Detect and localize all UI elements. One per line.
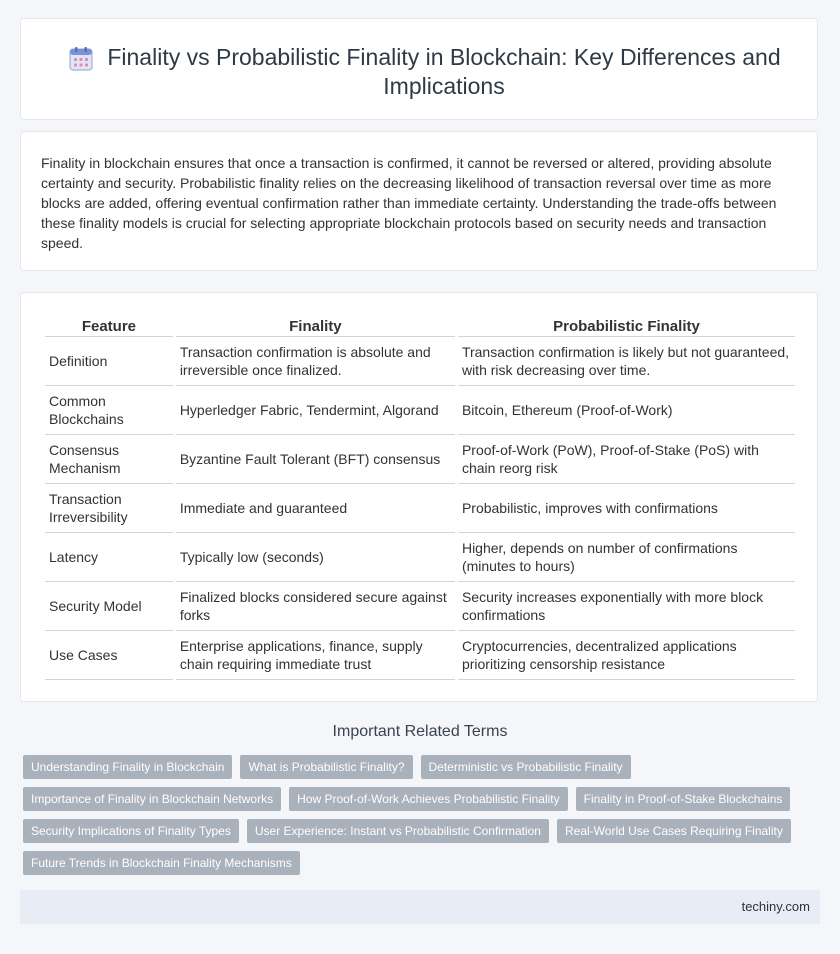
related-term-link[interactable]: What is Probabilistic Finality?	[240, 755, 412, 779]
table-cell: Enterprise applications, finance, supply chain requiring immediate trust	[176, 631, 455, 680]
table-row	[45, 631, 795, 680]
table-cell: Probabilistic, improves with confirmations	[458, 484, 795, 533]
table-row	[45, 337, 795, 386]
table-cell: Security increases exponentially with more block confirmations	[458, 582, 795, 631]
related-term-link[interactable]: Deterministic vs Probabilistic Finality	[421, 755, 631, 779]
related-term-link[interactable]: Importance of Finality in Blockchain Networks	[23, 787, 281, 811]
table-cell: Hyperledger Fabric, Tendermint, Algorand	[176, 386, 455, 435]
table-cell: Transaction confirmation is absolute and irreversible once finalized.	[176, 337, 455, 386]
table-cell: Cryptocurrencies, decentralized applications prioritizing censorship resistance	[458, 631, 795, 680]
column-header: Probabilistic Finality	[458, 314, 795, 337]
table-cell: Byzantine Fault Tolerant (BFT) consensus	[176, 435, 455, 484]
table-row	[45, 484, 795, 533]
table-row	[45, 582, 795, 631]
related-term-link[interactable]: How Proof-of-Work Achieves Probabilistic Finality	[289, 787, 568, 811]
table-cell: Latency	[45, 533, 173, 582]
related-term-link[interactable]: User Experience: Instant vs Probabilistic Confirmation	[247, 819, 549, 843]
related-terms-title: Important Related Terms	[332, 723, 508, 740]
table-cell: Higher, depends on number of confirmations (minutes to hours)	[458, 533, 795, 582]
table-row	[45, 435, 795, 484]
column-header: Feature	[45, 314, 173, 337]
intro-paragraph: Finality in blockchain ensures that once a transaction is confirmed, it cannot be reversed or altered, providing absolute certainty and security. Probabilistic finality relies on the decreasing likelihood of transaction reversal over time as more blocks are added, offering eventual confirmation rather than immediate certainty. Understanding the trade-offs between these finality models is crucial for selecting appropriate blockchain protocols based on security needs and transaction speed.	[41, 155, 777, 251]
table-cell: Use Cases	[45, 631, 173, 680]
footer	[20, 890, 820, 924]
header-card	[20, 18, 818, 120]
related-term-link[interactable]: Understanding Finality in Blockchain	[23, 755, 232, 779]
table-cell: Transaction confirmation is likely but not guaranteed, with risk decreasing over time.	[458, 337, 795, 386]
table-cell: Security Model	[45, 582, 173, 631]
table-cell: Bitcoin, Ethereum (Proof-of-Work)	[458, 386, 795, 435]
table-cell: Definition	[45, 337, 173, 386]
table-cell: Proof-of-Work (PoW), Proof-of-Stake (PoS) with chain reorg risk	[458, 435, 795, 484]
column-header: Finality	[176, 314, 455, 337]
related-term-link[interactable]: Future Trends in Blockchain Finality Mechanisms	[23, 851, 300, 875]
table-cell: Common Blockchains	[45, 386, 173, 435]
table-row	[45, 386, 795, 435]
comparison-table	[42, 314, 798, 680]
related-term-link[interactable]: Security Implications of Finality Types	[23, 819, 239, 843]
comparison-table-card	[20, 292, 818, 702]
table-cell: Consensus Mechanism	[45, 435, 173, 484]
table-cell: Typically low (seconds)	[176, 533, 455, 582]
related-term-link[interactable]: Real-World Use Cases Requiring Finality	[557, 819, 791, 843]
site-name[interactable]: techiny.com	[741, 899, 810, 914]
table-row	[45, 533, 795, 582]
table-header-row	[45, 314, 795, 337]
table-cell: Finalized blocks considered secure against forks	[176, 582, 455, 631]
page-title: Finality vs Probabilistic Finality in Blockchain: Key Differences and Implications	[107, 44, 781, 99]
intro-card	[20, 131, 818, 271]
related-terms-list	[23, 755, 813, 875]
table-cell: Immediate and guaranteed	[176, 484, 455, 533]
related-term-link[interactable]: Finality in Proof-of-Stake Blockchains	[576, 787, 791, 811]
table-cell: Transaction Irreversibility	[45, 484, 173, 533]
